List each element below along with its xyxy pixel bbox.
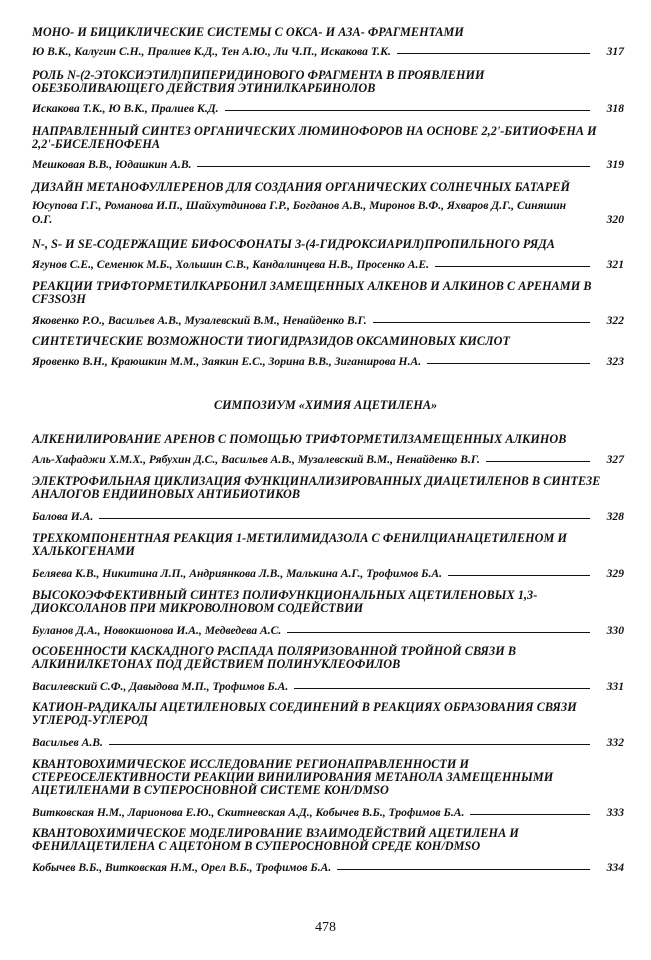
entry-authors: Балова И.А. (32, 510, 94, 523)
entry-authors: Васильев А.В. (32, 736, 103, 749)
entry-title: КВАНТОВОХИМИЧЕСКОЕ ИССЛЕДОВАНИЕ РЕГИОНАПРАВЛЕННОСТИ И СТЕРЕОСЕЛЕКТИВНОСТИ РЕАКЦИИ ВИНИЛИРОВАНИЯ МЕТАНОЛА ЗАМЕЩЕННЫМИ АЦЕТИЛЕНАМИ В СУПЕРОСНОВНОЙ СИСТЕМЕ КОН/DMSO (32, 757, 554, 797)
entry-page-number: 327 (606, 453, 624, 466)
leader-line (397, 53, 590, 54)
leader-line (470, 814, 590, 815)
entry-title: ОСОБЕННОСТИ КАСКАДНОГО РАСПАДА ПОЛЯРИЗОВАННОЙ ТРОЙНОЙ СВЯЗИ В АЛКИНИЛКЕТОНАХ ПОД ДЕЙСТВИЕМ ПОЛИНУКЛЕОФИЛОВ (32, 644, 517, 671)
leader-line (287, 632, 590, 633)
entry-title: НАПРАВЛЕННЫЙ СИНТЕЗ ОРГАНИЧЕСКИХ ЛЮМИНОФОРОВ НА ОСНОВЕ 2,2'-БИТИОФЕНА И 2,2'-БИСЕЛЕНОФЕНА (32, 124, 597, 151)
entry-authors-row (32, 624, 624, 638)
entry-authors: Искакова Т.К., Ю В.К., Пралиев К.Д. (32, 102, 219, 115)
contents-entry (32, 280, 624, 330)
entry-authors: Яровенко В.Н., Краюшкин М.М., Заякин Е.С., Зорина В.В., Зиганшрова Н.А. (32, 355, 422, 368)
contents-entry (32, 335, 624, 375)
entry-page-number: 320 (606, 213, 624, 226)
entry-page-number: 333 (606, 806, 624, 819)
leader-line (448, 575, 590, 576)
entry-authors: Буланов Д.А., Новокшонова И.А., Медведева А.С. (32, 624, 282, 637)
entry-authors: Яковенко Р.О., Васильев А.В., Музалевский В.М., Ненайденко В.Г. (32, 314, 367, 327)
entry-page-number: 317 (606, 45, 624, 58)
leader-line (373, 322, 590, 323)
entry-title: КАТИОН-РАДИКАЛЫ АЦЕТИЛЕНОВЫХ СОЕДИНЕНИЙ В РЕАКЦИЯХ ОБРАЗОВАНИЯ СВЯЗИ УГЛЕРОД-УГЛЕРОД (32, 700, 577, 727)
entry-authors-row (32, 199, 624, 227)
entry-title: РЕАКЦИИ ТРИФТОРМЕТИЛКАРБОНИЛ ЗАМЕЩЕННЫХ АЛКЕНОВ И АЛКИНОВ С АРЕНАМИ В CF3SO3H (32, 279, 592, 306)
entry-title: ЭЛЕКТРОФИЛЬНАЯ ЦИКЛИЗАЦИЯ ФУНКЦИНАЛИЗИРОВАННЫХ ДИАЦЕТИЛЕНОВ В СИНТЕЗЕ АНАЛОГОВ ЕНДИИНОВЫХ АНТИБИОТИКОВ (32, 474, 601, 501)
leader-line (294, 688, 590, 689)
entry-authors-row (32, 158, 624, 172)
contents-entry (32, 475, 624, 525)
entry-authors-row (32, 567, 624, 581)
entry-title: АЛКЕНИЛИРОВАНИЕ АРЕНОВ С ПОМОЩЬЮ ТРИФТОРМЕТИЛЗАМЕЩЕННЫХ АЛКИНОВ (32, 432, 567, 446)
contents-entry (32, 433, 624, 473)
entry-page-number: 334 (606, 861, 624, 874)
entry-authors: Ю В.К., Калугин С.Н., Пралиев К.Д., Тен А.Ю., Ли Ч.П., Искакова Т.К. (32, 45, 391, 58)
contents-entry (32, 758, 624, 823)
entry-page-number: 331 (606, 680, 624, 693)
entry-page-number: 332 (606, 736, 624, 749)
entry-authors-row (32, 258, 624, 272)
entry-authors: Витковская Н.М., Ларионова Е.Ю., Скитневская А.Д., Кобычев В.Б., Трофимов Б.А. (32, 806, 465, 819)
entry-title: ВЫСОКОЭФФЕКТИВНЫЙ СИНТЕЗ ПОЛИФУНКЦИОНАЛЬНЫХ АЦЕТИЛЕНОВЫХ 1,3- ДИОКСОЛАНОВ ПРИ МИКРОВОЛНОВОМ СОДЕЙСТВИИ (32, 588, 538, 615)
contents-entry (32, 589, 624, 639)
entry-page-number: 322 (606, 314, 624, 327)
entry-title: РОЛЬ N-(2-ЭТОКСИЭТИЛ)ПИПЕРИДИНОВОГО ФРАГМЕНТА В ПРОЯВЛЕНИИ ОБЕЗБОЛИВАЮЩЕГО ДЕЙСТВИЯ ЭТИНИЛКАРБИНОЛОВ (32, 68, 485, 95)
entry-authors: Аль-Хафаджи Х.М.Х., Рябухин Д.С., Васильев А.В., Музалевский В.М., Ненайденко В.Г. (32, 453, 480, 466)
entry-title: МОНО- И БИЦИКЛИЧЕСКИЕ СИСТЕМЫ С ОКСА- И АЗА- ФРАГМЕНТАМИ (32, 25, 464, 39)
page-number: 478 (315, 920, 336, 935)
entry-title: ТРЕХКОМПОНЕНТНАЯ РЕАКЦИЯ 1-МЕТИЛИМИДАЗОЛА С ФЕНИЛЦИАНАЦЕТИЛЕНОМ И ХАЛЬКОГЕНАМИ (32, 531, 568, 558)
leader-line (109, 744, 590, 745)
leader-line (337, 869, 590, 870)
contents-entry (32, 238, 624, 278)
leader-line (99, 518, 590, 519)
entry-page-number: 330 (606, 624, 624, 637)
entry-page-number: 319 (606, 158, 624, 171)
entry-authors: Василевский С.Ф., Давыдова М.П., Трофимов Б.А. (32, 680, 289, 693)
section-heading: СИМПОЗИУМ «ХИМИЯ АЦЕТИЛЕНА» (213, 398, 438, 412)
entry-authors-row (32, 736, 624, 750)
entry-authors: Мешковая В.В., Юдашкин А.В. (32, 158, 192, 171)
entry-page-number: 318 (606, 102, 624, 115)
entry-authors-row (32, 355, 624, 369)
leader-line (197, 166, 590, 167)
entry-authors-row (32, 314, 624, 328)
contents-entry (32, 645, 624, 695)
leader-line (435, 266, 590, 267)
entry-title: N-, S- И SE-СОДЕРЖАЩИЕ БИФОСФОНАТЫ 3-(4-ГИДРОКСИАРИЛ)ПРОПИЛЬНОГО РЯДА (32, 237, 555, 251)
contents-entry (32, 181, 624, 236)
entry-title: ДИЗАЙН МЕТАНОФУЛЛЕРЕНОВ ДЛЯ СОЗДАНИЯ ОРГАНИЧЕСКИХ СОЛНЕЧНЫХ БАТАРЕЙ (32, 180, 570, 194)
entry-authors-row (32, 861, 624, 875)
contents-entry (32, 701, 624, 751)
entry-authors-row (32, 510, 624, 524)
entry-page-number: 329 (606, 567, 624, 580)
contents-entry (32, 26, 624, 66)
entry-authors: Ягунов С.Е., Семенюк М.Б., Хольшин С.В., Кандалинцева Н.В., Просенко А.Е. (32, 258, 430, 271)
entry-authors-row (32, 45, 624, 59)
entry-authors-row (32, 680, 624, 694)
leader-line (427, 363, 590, 364)
contents-entry (32, 827, 624, 877)
entry-authors-row (32, 806, 624, 820)
contents-entry (32, 69, 624, 119)
entry-authors-row (32, 102, 624, 116)
leader-line (486, 461, 590, 462)
entry-title: КВАНТОВОХИМИЧЕСКОЕ МОДЕЛИРОВАНИЕ ВЗАИМОДЕЙСТВИЙ АЦЕТИЛЕНА И ФЕНИЛАЦЕТИЛЕНА С АЦЕТОНОМ В СУПЕРОСНОВНОЙ СРЕДЕ КОН/DMSO (32, 826, 519, 853)
contents-entry (32, 125, 624, 175)
entry-page-number: 321 (606, 258, 624, 271)
entry-page-number: 323 (606, 355, 624, 368)
entry-authors: Беляева К.В., Никитина Л.П., Андриянкова Л.В., Малькина А.Г., Трофимов Б.А. (32, 567, 443, 580)
entry-title: СИНТЕТИЧЕСКИЕ ВОЗМОЖНОСТИ ТИОГИДРАЗИДОВ ОКСАМИНОВЫХ КИСЛОТ (32, 334, 510, 348)
contents-entry (32, 532, 624, 582)
leader-line (225, 110, 590, 111)
entry-authors-row (32, 453, 624, 467)
entry-authors: Кобычев В.Б., Витковская Н.М., Орел В.Б., Трофимов Б.А. (32, 861, 332, 874)
entry-authors: Юсупова Г.Г., Романова И.П., Шайхутдинова Г.Р., Богданов А.В., Миронов В.Ф., Яхваров Д.Г., Синяшин О.Г. (32, 199, 567, 226)
entry-page-number: 328 (606, 510, 624, 523)
